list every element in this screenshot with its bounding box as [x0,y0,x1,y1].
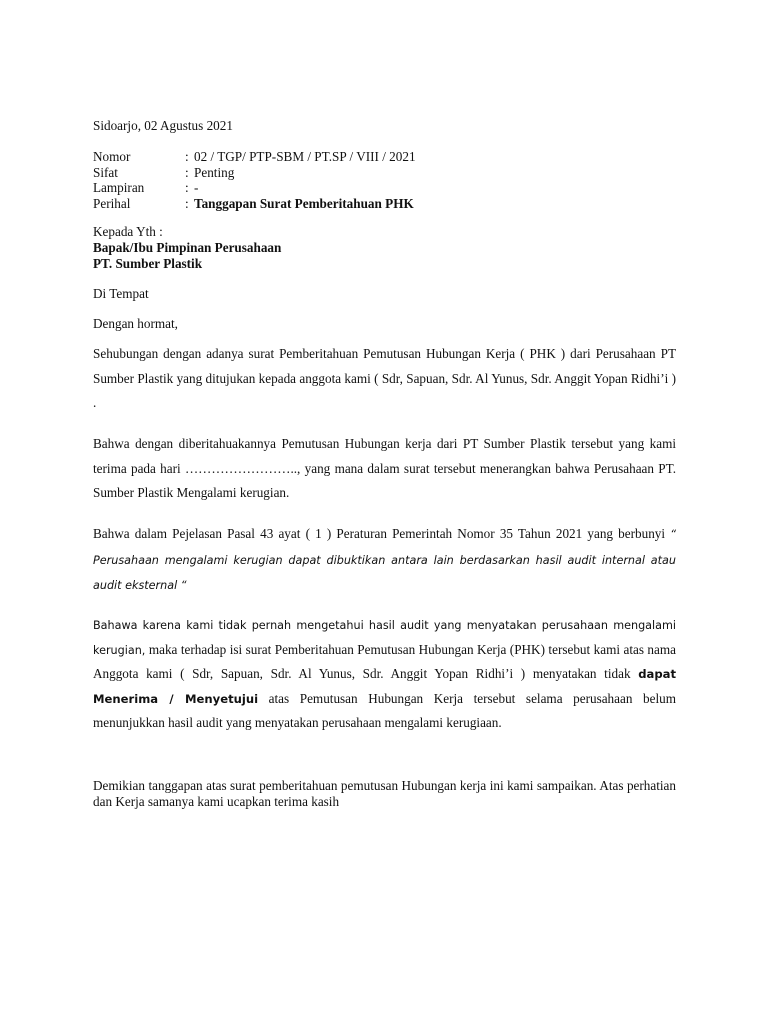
meta-colon: : [185,164,189,180]
letter-meta [93,149,676,211]
recipient-line2: PT. Sumber Plastik [93,256,203,271]
meta-row-sifat [93,165,676,181]
place-date: Sidoarjo, 02 Agustus 2021 [93,118,233,133]
meta-row-perihal [93,196,676,212]
paragraph-2: Bahwa dengan diberitahuakannya Pemutusan Hubungan kerja dari PT Sumber Plastik tersebut yang kami terima pada hari …………………….., yang mana dalam surat tersebut menerangkan bahwa Perusahaan PT. Sumber Plastik Mengalami kerugian. [93,436,676,500]
paragraph-1: Sehubungan dengan adanya surat Pemberitahuan Pemutusan Hubungan Kerja ( PHK ) dari Perusahaan PT Sumber Plastik yang ditujukan kepada anggota kami ( Sdr, Sapuan, Sdr. Al Yunus, Sdr. Anggit Yopan Ridhi’i ) . [93,346,676,410]
recipient-line1: Bapak/Ibu Pimpinan Perusahaan [93,240,282,255]
meta-label: Sifat [93,164,118,180]
paragraph-5: Demikian tanggapan atas surat pemberitahuan pemutusan Hubungan kerja ini kami sampaikan. Atas perhatian dan Kerja samanya kami ucapkan terima kasih [93,778,676,809]
paragraph-4 [93,613,676,735]
meta-row-nomor [93,149,676,165]
di-tempat: Di Tempat [93,286,149,301]
paragraph-4-bold: dapat Menerima / Menyetujui [93,667,676,706]
meta-label: Perihal [93,195,131,211]
greeting: Dengan hormat, [93,316,178,331]
recipient-to: Kepada Yth : [93,224,163,239]
paragraph-4-middle: maka terhadap isi surat Pemberitahuan Pemutusan Hubungan Kerja (PHK) tersebut kami atas nama Anggota kami ( Sdr, Sapuan, Sdr. Al Yunus, Sdr. Anggit Yopan Ridhi’i ) menyatakan tidak [93,641,676,681]
meta-colon: : [185,195,189,211]
paragraph-4-end: atas Pemutusan Hubungan Kerja tersebut selama perusahaan belum menunjukkan hasil audit yang menyatakan perusahaan mengalami kerugiaan. [93,690,676,730]
meta-value: 02 / TGP/ PTP-SBM / PT.SP / VIII / 2021 [194,149,416,164]
meta-colon: : [185,180,189,195]
recipient-block [93,224,676,272]
meta-row-lampiran [93,180,676,196]
paragraph-3-text: Bahwa dalam Pejelasan Pasal 43 ayat ( 1 ) Peraturan Pemerintah Nomor 35 Tahun 2021 yang berbunyi [93,526,671,541]
paragraph-3 [93,522,676,599]
meta-value: - [194,180,199,195]
legal-quote: “ Perusahaan mengalami kerugian dapat dibuktikan antara lain berdasarkan hasil audit internal atau audit eksternal “ [93,528,676,592]
meta-colon: : [185,149,189,164]
meta-value: Tanggapan Surat Pemberitahuan PHK [194,195,414,211]
meta-label: Lampiran [93,180,145,195]
meta-label: Nomor [93,149,131,164]
meta-value: Penting [194,164,235,180]
paragraph-4-lead: Bahawa karena kami tidak pernah mengetahui hasil audit yang menyatakan perusahaan mengalami kerugian, [93,619,676,657]
